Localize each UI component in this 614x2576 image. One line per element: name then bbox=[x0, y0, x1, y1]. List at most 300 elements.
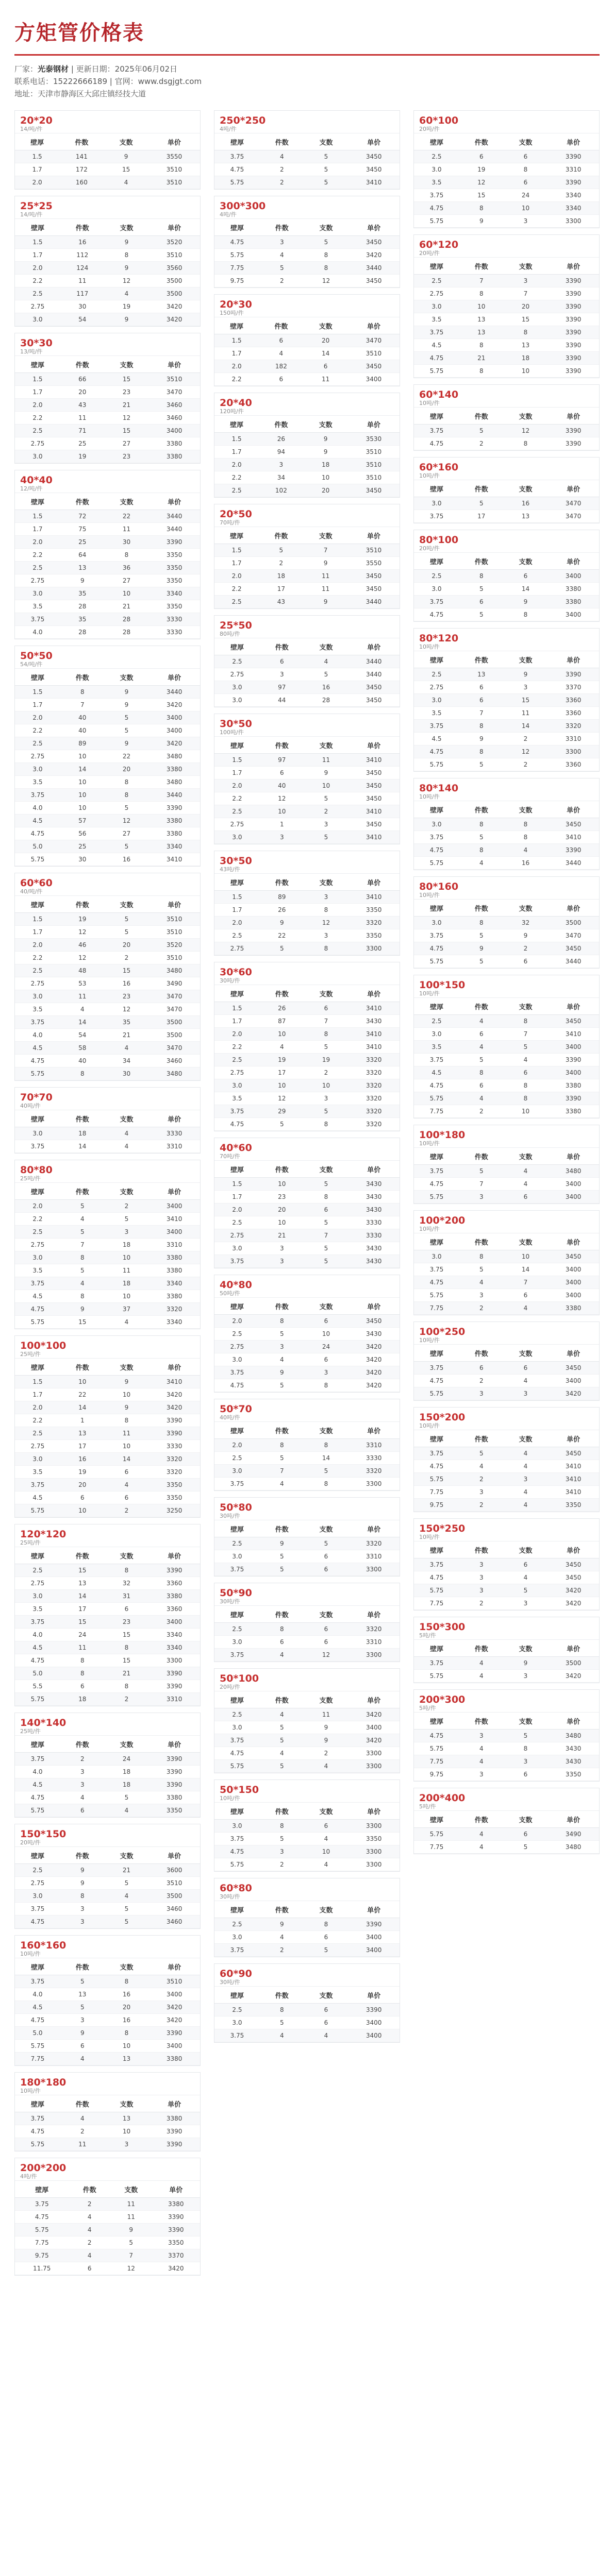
table-cell: 3530 bbox=[348, 433, 400, 446]
table-cell: 2.5 bbox=[214, 1918, 260, 1931]
spec-pack-info: 100吨/件 bbox=[220, 729, 244, 736]
table-cell: 2.75 bbox=[414, 681, 459, 694]
spec-header bbox=[214, 1138, 400, 1161]
table-row bbox=[15, 1003, 200, 1016]
spec-block bbox=[214, 1668, 400, 1773]
table-cell: 3 bbox=[304, 1366, 349, 1379]
column-header: 单价 bbox=[547, 1811, 599, 1828]
table-cell: 4 bbox=[105, 1316, 149, 1329]
column-header: 单价 bbox=[148, 1547, 200, 1564]
table-row bbox=[414, 1263, 599, 1276]
column-header: 支数 bbox=[504, 1345, 548, 1362]
table-row bbox=[15, 1766, 200, 1778]
table-cell: 14 bbox=[504, 583, 548, 596]
table-cell: 3.0 bbox=[15, 1890, 60, 1903]
table-cell: 3420 bbox=[348, 1708, 400, 1721]
table-cell: 3.75 bbox=[15, 1016, 60, 1029]
table-cell: 3.75 bbox=[214, 2029, 260, 2042]
table-cell: 3450 bbox=[348, 275, 400, 287]
spec-pack-info: 25吨/件 bbox=[20, 1539, 41, 1546]
table-cell: 30 bbox=[105, 536, 149, 549]
table-cell: 3300 bbox=[348, 1845, 400, 1858]
table-cell: 9 bbox=[459, 733, 504, 745]
table-cell: 3300 bbox=[348, 1858, 400, 1871]
column-header: 单价 bbox=[348, 985, 400, 1002]
table-cell: 141 bbox=[59, 150, 104, 163]
spec-name: 60*80 bbox=[220, 1883, 252, 1894]
price-table bbox=[15, 133, 200, 189]
table-cell: 5.75 bbox=[414, 1289, 459, 1302]
table-cell: 3390 bbox=[547, 313, 599, 326]
table-cell: 3 bbox=[260, 1242, 304, 1255]
table-cell: 3500 bbox=[547, 1657, 599, 1670]
table-header-row bbox=[15, 1110, 200, 1127]
column-header: 壁厚 bbox=[15, 896, 60, 913]
table-cell: 5 bbox=[304, 1255, 349, 1268]
table-cell: 3510 bbox=[148, 1975, 200, 1988]
table-cell: 7 bbox=[60, 699, 105, 711]
table-cell: 3390 bbox=[148, 802, 200, 815]
spec-pack-info: 10吨/件 bbox=[419, 793, 440, 800]
table-cell: 3310 bbox=[547, 733, 599, 745]
table-cell: 6 bbox=[105, 1603, 149, 1616]
table-cell: 53 bbox=[60, 977, 105, 990]
table-cell: 9 bbox=[260, 917, 304, 929]
table-cell: 3.75 bbox=[214, 150, 260, 163]
table-cell: 3510 bbox=[148, 913, 200, 926]
spec-block bbox=[14, 1713, 201, 1818]
table-cell: 35 bbox=[105, 1016, 149, 1029]
table-cell: 3350 bbox=[348, 1833, 400, 1845]
table-cell: 3390 bbox=[547, 352, 599, 365]
table-header-row bbox=[214, 1298, 400, 1315]
table-cell: 3320 bbox=[148, 1453, 200, 1466]
column-header: 壁厚 bbox=[414, 900, 459, 917]
table-row bbox=[214, 1918, 400, 1931]
table-row bbox=[214, 373, 400, 386]
table-cell: 3480 bbox=[148, 964, 200, 977]
table-row bbox=[414, 425, 599, 437]
table-cell: 6 bbox=[459, 150, 504, 163]
table-cell: 5 bbox=[260, 1760, 304, 1773]
price-table bbox=[414, 1640, 599, 1683]
column-header: 件数 bbox=[260, 133, 304, 150]
table-cell: 4 bbox=[304, 1760, 349, 1773]
table-cell: 3.75 bbox=[15, 1753, 60, 1766]
table-cell: 3490 bbox=[148, 977, 200, 990]
table-cell: 9 bbox=[60, 1303, 105, 1316]
table-cell: 3480 bbox=[547, 1165, 599, 1178]
table-row bbox=[15, 1316, 200, 1329]
table-row bbox=[15, 2112, 200, 2125]
table-cell: 14 bbox=[504, 720, 548, 733]
table-cell: 4 bbox=[69, 2224, 110, 2236]
table-cell: 3440 bbox=[148, 523, 200, 536]
spec-name: 40*60 bbox=[220, 1142, 252, 1154]
table-cell: 5 bbox=[304, 176, 349, 189]
table-cell: 2.2 bbox=[15, 275, 60, 287]
spec-block bbox=[214, 1780, 400, 1872]
spec-name: 20*20 bbox=[20, 115, 53, 126]
table-row bbox=[15, 2001, 200, 2014]
table-cell: 3470 bbox=[148, 1003, 200, 1016]
table-cell: 5 bbox=[260, 2016, 304, 2029]
spec-pack-info: 10吨/件 bbox=[220, 1795, 240, 1802]
spec-pack-info: 10吨/件 bbox=[20, 1951, 41, 1957]
table-cell: 3330 bbox=[148, 613, 200, 626]
table-cell: 2.0 bbox=[15, 399, 60, 412]
table-cell: 8 bbox=[105, 1680, 149, 1693]
table-row bbox=[414, 1276, 599, 1289]
table-cell: 23 bbox=[105, 1616, 149, 1629]
table-cell: 3380 bbox=[547, 583, 599, 596]
table-cell: 5 bbox=[459, 1054, 504, 1066]
table-cell: 3.75 bbox=[214, 1649, 260, 1662]
table-cell: 21 bbox=[105, 1864, 149, 1877]
table-row bbox=[15, 686, 200, 699]
table-cell: 21 bbox=[105, 399, 149, 412]
price-table bbox=[214, 1803, 400, 1871]
table-row bbox=[15, 1778, 200, 1791]
price-table bbox=[214, 1161, 400, 1268]
table-cell: 3450 bbox=[348, 681, 400, 694]
column-header: 件数 bbox=[459, 1713, 504, 1730]
table-cell: 4 bbox=[105, 1140, 149, 1153]
table-cell: 4 bbox=[105, 287, 149, 300]
table-cell: 6 bbox=[304, 2016, 349, 2029]
column-header: 支数 bbox=[304, 133, 349, 150]
table-header-row bbox=[214, 1520, 400, 1537]
table-cell: 4 bbox=[104, 176, 148, 189]
column-header: 壁厚 bbox=[214, 219, 260, 236]
table-row bbox=[15, 2040, 200, 2053]
price-table bbox=[214, 1987, 400, 2042]
table-cell: 6 bbox=[260, 655, 304, 668]
spec-name: 60*60 bbox=[20, 877, 53, 889]
column-header: 支数 bbox=[504, 998, 548, 1015]
table-row bbox=[414, 215, 599, 228]
table-cell: 20 bbox=[60, 1479, 105, 1492]
table-cell: 3.75 bbox=[214, 1478, 260, 1490]
column-header: 件数 bbox=[459, 408, 504, 425]
spec-name: 250*250 bbox=[220, 115, 266, 126]
table-cell: 5.0 bbox=[15, 1667, 60, 1680]
table-cell: 13 bbox=[105, 2112, 149, 2125]
column-header: 支数 bbox=[504, 480, 548, 497]
table-cell: 3.0 bbox=[214, 1931, 260, 1944]
table-row bbox=[15, 1067, 200, 1080]
table-header-row bbox=[15, 493, 200, 510]
table-cell: 3400 bbox=[547, 570, 599, 583]
table-row bbox=[214, 1366, 400, 1379]
spec-block bbox=[214, 851, 400, 956]
table-cell: 4.75 bbox=[414, 437, 459, 450]
table-cell: 3510 bbox=[348, 471, 400, 484]
table-cell: 3380 bbox=[148, 763, 200, 776]
table-cell: 3 bbox=[459, 1584, 504, 1597]
column-header: 件数 bbox=[60, 1958, 105, 1975]
column-header: 单价 bbox=[348, 317, 400, 334]
table-cell: 7.75 bbox=[15, 2236, 69, 2249]
table-row bbox=[15, 1654, 200, 1667]
spec-header bbox=[15, 1160, 200, 1183]
table-cell: 10 bbox=[60, 776, 105, 789]
table-row bbox=[15, 600, 200, 613]
table-cell: 8 bbox=[459, 570, 504, 583]
column-header: 支数 bbox=[304, 1298, 349, 1315]
table-cell: 3420 bbox=[348, 1379, 400, 1392]
price-table bbox=[414, 998, 599, 1118]
table-cell: 5 bbox=[260, 1734, 304, 1747]
price-table bbox=[214, 1901, 400, 1957]
phone-number[interactable]: 15222666189 bbox=[53, 77, 107, 86]
spec-header bbox=[15, 1824, 200, 1847]
price-column-2 bbox=[214, 110, 400, 2049]
table-row bbox=[15, 163, 200, 176]
table-cell: 8 bbox=[60, 686, 105, 699]
table-cell: 3 bbox=[105, 2138, 149, 2151]
table-cell: 2 bbox=[459, 1302, 504, 1315]
table-cell: 4.5 bbox=[414, 339, 459, 352]
table-row bbox=[214, 1341, 400, 1353]
table-row bbox=[15, 1916, 200, 1928]
table-cell: 4 bbox=[504, 1447, 548, 1460]
table-cell: 2.5 bbox=[15, 562, 60, 574]
table-cell: 6 bbox=[304, 2004, 349, 2016]
table-row bbox=[214, 1066, 400, 1079]
price-table bbox=[15, 219, 200, 326]
column-header: 支数 bbox=[304, 1520, 349, 1537]
table-row bbox=[414, 1558, 599, 1571]
table-cell: 4 bbox=[459, 1841, 504, 1854]
table-row bbox=[214, 694, 400, 707]
table-row bbox=[15, 1226, 200, 1239]
table-cell: 3410 bbox=[348, 1002, 400, 1015]
table-cell: 5 bbox=[260, 1118, 304, 1131]
table-row bbox=[15, 1641, 200, 1654]
table-cell: 9 bbox=[260, 1537, 304, 1550]
spec-name: 100*150 bbox=[419, 979, 466, 991]
column-header: 件数 bbox=[60, 2095, 105, 2112]
column-header: 壁厚 bbox=[414, 1713, 459, 1730]
price-table bbox=[15, 493, 200, 639]
spec-header bbox=[15, 470, 200, 493]
table-row bbox=[214, 779, 400, 792]
table-cell: 3440 bbox=[547, 857, 599, 870]
spec-pack-info: 20吨/件 bbox=[20, 1839, 41, 1846]
table-cell: 3390 bbox=[547, 844, 599, 857]
price-table bbox=[214, 1298, 400, 1392]
table-row bbox=[414, 570, 599, 583]
spec-pack-info: 20吨/件 bbox=[220, 1684, 240, 1690]
table-row bbox=[15, 2224, 200, 2236]
table-cell: 22 bbox=[60, 1388, 105, 1401]
spec-name: 140*140 bbox=[20, 1717, 67, 1728]
table-cell: 3390 bbox=[348, 1918, 400, 1931]
table-cell: 3380 bbox=[547, 1105, 599, 1118]
table-cell: 3380 bbox=[148, 437, 200, 450]
table-cell: 2 bbox=[69, 2236, 110, 2249]
table-cell: 4 bbox=[60, 1003, 105, 1016]
spec-header bbox=[414, 1322, 599, 1345]
table-cell: 3380 bbox=[148, 1251, 200, 1264]
table-cell: 3440 bbox=[348, 668, 400, 681]
table-row bbox=[214, 347, 400, 360]
table-cell: 3420 bbox=[148, 1388, 200, 1401]
spec-block bbox=[214, 110, 400, 190]
column-header: 件数 bbox=[260, 1803, 304, 1820]
table-cell: 7.75 bbox=[414, 1841, 459, 1854]
spec-header bbox=[414, 1519, 599, 1541]
table-row bbox=[214, 1708, 400, 1721]
table-header-row bbox=[414, 480, 599, 497]
table-cell: 3510 bbox=[348, 446, 400, 459]
table-cell: 3340 bbox=[148, 1277, 200, 1290]
table-cell: 15 bbox=[104, 163, 148, 176]
column-header: 支数 bbox=[304, 1422, 349, 1439]
table-cell: 10 bbox=[304, 471, 348, 484]
table-cell: 3400 bbox=[148, 1616, 200, 1629]
table-row bbox=[414, 150, 599, 163]
table-cell: 2.5 bbox=[214, 1054, 260, 1066]
table-cell: 3390 bbox=[547, 326, 599, 339]
table-cell: 10 bbox=[60, 1376, 105, 1388]
table-cell: 8 bbox=[504, 818, 548, 831]
site-link[interactable]: www.dsgjgt.com bbox=[138, 77, 202, 86]
table-cell: 6 bbox=[304, 1204, 349, 1216]
spec-block bbox=[413, 1518, 600, 1611]
table-cell: 12 bbox=[105, 815, 149, 827]
table-cell: 2.5 bbox=[15, 964, 60, 977]
table-cell: 5 bbox=[304, 1178, 349, 1191]
column-header: 单价 bbox=[148, 356, 200, 373]
column-header: 壁厚 bbox=[15, 1183, 60, 1200]
table-cell: 3300 bbox=[547, 745, 599, 758]
spec-name: 50*90 bbox=[220, 1587, 252, 1599]
table-row bbox=[214, 1747, 400, 1760]
column-header: 件数 bbox=[459, 553, 504, 570]
table-row bbox=[414, 497, 599, 510]
table-cell: 3500 bbox=[148, 275, 200, 287]
table-cell: 3.0 bbox=[15, 763, 60, 776]
table-cell: 6 bbox=[504, 1066, 548, 1079]
table-cell: 5 bbox=[304, 1105, 349, 1118]
table-cell: 3.0 bbox=[15, 1251, 60, 1264]
spec-header bbox=[214, 962, 400, 985]
column-header: 壁厚 bbox=[214, 1520, 260, 1537]
spec-name: 100*250 bbox=[419, 1326, 466, 1337]
table-header-row bbox=[15, 669, 200, 686]
table-cell: 3430 bbox=[547, 1742, 599, 1755]
table-cell: 15 bbox=[105, 425, 149, 437]
table-cell: 3.5 bbox=[15, 1264, 60, 1277]
table-cell: 9 bbox=[105, 686, 149, 699]
table-row bbox=[15, 287, 200, 300]
table-row bbox=[414, 1460, 599, 1473]
column-header: 件数 bbox=[459, 133, 504, 150]
table-cell: 3.0 bbox=[15, 1453, 60, 1466]
table-cell: 4 bbox=[459, 1755, 504, 1768]
table-row bbox=[414, 831, 599, 844]
table-cell: 3330 bbox=[348, 1229, 400, 1242]
table-cell: 5.75 bbox=[414, 1191, 459, 1204]
table-cell: 4 bbox=[504, 844, 548, 857]
table-cell: 3500 bbox=[148, 287, 200, 300]
table-cell: 4 bbox=[459, 1276, 504, 1289]
table-cell: 6 bbox=[304, 360, 348, 373]
table-cell: 2.5 bbox=[414, 275, 459, 287]
table-cell: 8 bbox=[304, 1028, 349, 1041]
table-cell: 3.5 bbox=[214, 1092, 260, 1105]
table-cell: 19 bbox=[260, 1054, 304, 1066]
table-row bbox=[15, 236, 200, 249]
table-cell: 4.75 bbox=[214, 1747, 260, 1760]
table-row bbox=[15, 952, 200, 964]
table-cell: 30 bbox=[60, 853, 105, 866]
column-header: 支数 bbox=[105, 1359, 149, 1376]
table-row bbox=[15, 776, 200, 789]
table-cell: 3330 bbox=[148, 626, 200, 639]
table-cell: 3500 bbox=[148, 1029, 200, 1042]
table-row bbox=[414, 287, 599, 300]
table-cell: 8 bbox=[260, 2004, 304, 2016]
spec-block bbox=[14, 1335, 201, 1518]
table-cell: 2 bbox=[105, 1693, 149, 1706]
table-row bbox=[15, 626, 200, 639]
table-cell: 3400 bbox=[547, 1263, 599, 1276]
table-cell: 3.75 bbox=[15, 1903, 60, 1916]
spec-block bbox=[214, 1583, 400, 1662]
table-cell: 3390 bbox=[148, 1753, 200, 1766]
table-cell: 4.5 bbox=[414, 733, 459, 745]
price-table bbox=[15, 2095, 200, 2151]
table-cell: 2.75 bbox=[15, 437, 60, 450]
table-cell: 3430 bbox=[348, 1191, 400, 1204]
table-cell: 3320 bbox=[348, 1054, 400, 1066]
table-cell: 3 bbox=[260, 236, 304, 249]
table-row bbox=[214, 1079, 400, 1092]
table-cell: 8 bbox=[304, 904, 349, 917]
table-cell: 3.75 bbox=[414, 1263, 459, 1276]
spec-pack-info: 10吨/件 bbox=[419, 1140, 440, 1147]
spec-block bbox=[214, 1963, 400, 2043]
table-cell: 3 bbox=[304, 818, 349, 831]
spec-header bbox=[214, 504, 400, 527]
table-cell: 3440 bbox=[148, 510, 200, 523]
table-row bbox=[214, 1255, 400, 1268]
table-cell: 2 bbox=[304, 1747, 349, 1760]
table-row bbox=[414, 1302, 599, 1315]
table-cell: 5 bbox=[304, 163, 349, 176]
table-cell: 3400 bbox=[348, 1944, 400, 1957]
table-row bbox=[214, 681, 400, 694]
table-cell: 11 bbox=[60, 412, 105, 425]
table-cell: 2.2 bbox=[15, 724, 60, 737]
price-table bbox=[15, 2181, 200, 2275]
spec-header bbox=[414, 235, 599, 258]
table-cell: 3.75 bbox=[15, 1479, 60, 1492]
table-cell: 3440 bbox=[348, 596, 400, 608]
column-header: 件数 bbox=[260, 1606, 304, 1623]
table-cell: 5 bbox=[60, 2001, 105, 2014]
table-cell: 3.0 bbox=[15, 587, 60, 600]
column-header: 壁厚 bbox=[414, 1148, 459, 1165]
column-header: 件数 bbox=[60, 669, 105, 686]
table-row bbox=[15, 275, 200, 287]
table-cell: 20 bbox=[304, 484, 348, 497]
table-cell: 3450 bbox=[348, 779, 400, 792]
table-cell: 2 bbox=[69, 2198, 110, 2211]
